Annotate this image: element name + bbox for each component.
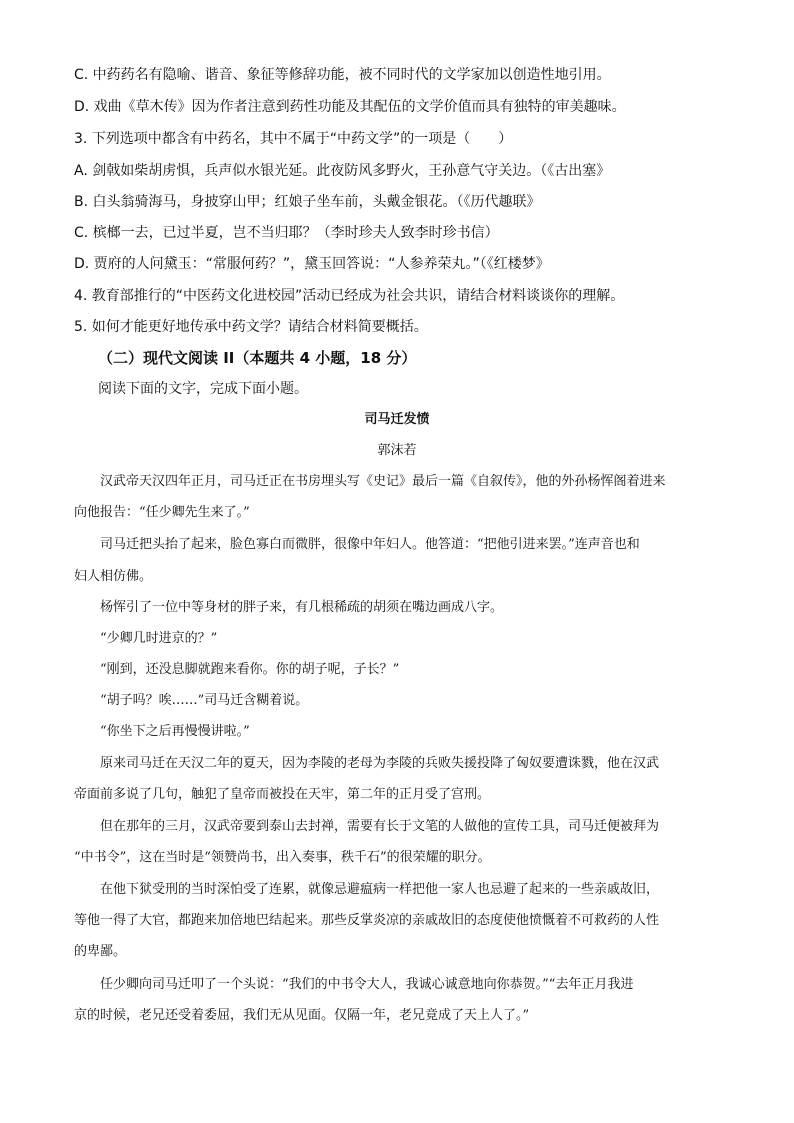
article-line: 任少卿向司马迁叩了一个头说：“我们的中书令大人，我诚心诚意地向你恭贺。”“去年正月我进	[100, 977, 634, 992]
article-line: “刚到，还没息脚就跑来看你。你的胡子呢，子长？”	[100, 662, 400, 677]
article-line: “胡子吗？唉……”司马迁含糊着说。	[100, 693, 309, 708]
article-line: “你坐下之后再慢慢讲啦。”	[100, 724, 250, 739]
article-line: 京的时候，老兄还受着委屈，我们无从见面。仅隔一年，老兄竟成了天上人了。”	[74, 1008, 530, 1023]
article-line: 帝面前多说了几句，触犯了皇帝而被投在天牢，第二年的正月受了宫刑。	[74, 787, 491, 802]
article-line: 原来司马迁在天汉二年的夏天，因为李陵的老母为李陵的兵败失援投降了匈奴要遭诛戮，他在汉武	[100, 756, 660, 771]
article-line: “少卿几时进京的？”	[100, 631, 218, 646]
question-3-option-d: D. 贾府的人问黛玉：“常服何药？”，黛玉回答说：“人参养荣丸。”（《红楼梦》	[74, 256, 550, 272]
article-line: 司马迁把头抬了起来，脸色寡白而微胖，很像中年妇人。他答道：“把他引进来罢。”连声音也和	[100, 537, 640, 552]
article-line: 的卑鄙。	[74, 944, 127, 959]
option-d-line: D. 戏曲《草木传》因为作者注意到药性功能及其配伍的文学价值而具有独特的审美趣味。	[74, 99, 626, 115]
article-line: 杨恽引了一位中等身材的胖子来，有几根稀疏的胡须在嘴边画成八字。	[100, 600, 504, 615]
question-5: 5. 如何才能更好地传承中药文学？请结合材料简要概括。	[74, 319, 428, 335]
question-4: 4. 教育部推行的“中医药文化进校园”活动已经成为社会共识，请结合材料谈谈你的理解。	[74, 288, 625, 304]
section-instruction: 阅读下面的文字，完成下面小题。	[98, 381, 308, 397]
article-line: 汉武帝天汉四年正月，司马迁正在书房埋头写《史记》最后一篇《自叙传》，他的外孙杨恽阁着进来	[100, 474, 666, 489]
option-c-line: C. 中药药名有隐喻、谐音、象征等修辞功能，被不同时代的文学家加以创造性地引用。	[74, 67, 611, 83]
article-line: 在他下狱受刑的当时深怕受了连累，就像忌避瘟病一样把他一家人也忌避了起来的一些亲戚故旧，	[100, 882, 660, 897]
article-line: 等他一得了大官，都跑来加倍地巴结起来。那些反掌炎凉的亲戚故旧的态度使他愤慨着不可救药的人性	[74, 913, 660, 928]
article-line: 但在那年的三月，汉武帝要到泰山去封禅，需要有长于文笔的人做他的宣传工具，司马迁便被拜为	[100, 819, 660, 834]
question-3-option-b: B. 白头翁骑海马，身披穿山甲；红娘子坐车前，头戴金银花。（《历代趣联》	[74, 194, 541, 210]
section-heading: （二）现代文阅读 II（本题共 4 小题，18 分）	[98, 349, 417, 367]
article-line: 妇人相仿佛。	[74, 569, 153, 584]
article-title: 司马迁发愤	[364, 412, 430, 427]
question-3-stem: 3. 下列选项中都含有中药名，其中不属于“中药文学”的一项是（ ）	[74, 131, 513, 147]
question-3-option-a: A. 剑戟如柴胡虏惧，兵声似水银光延。此夜防风多野火，王孙意气守关边。（《古出塞》	[74, 163, 611, 179]
article-line: 向他报告：“任少卿先生来了。”	[74, 505, 250, 520]
article-line: “中书令”，这在当时是“领赞尚书，出入奏事，秩千石”的很荣耀的职分。	[74, 850, 491, 865]
article-author: 郭沫若	[377, 443, 417, 458]
question-3-option-c: C. 槟榔一去，已过半夏，岂不当归耶？（李时珍夫人致李时珍书信）	[74, 225, 499, 241]
